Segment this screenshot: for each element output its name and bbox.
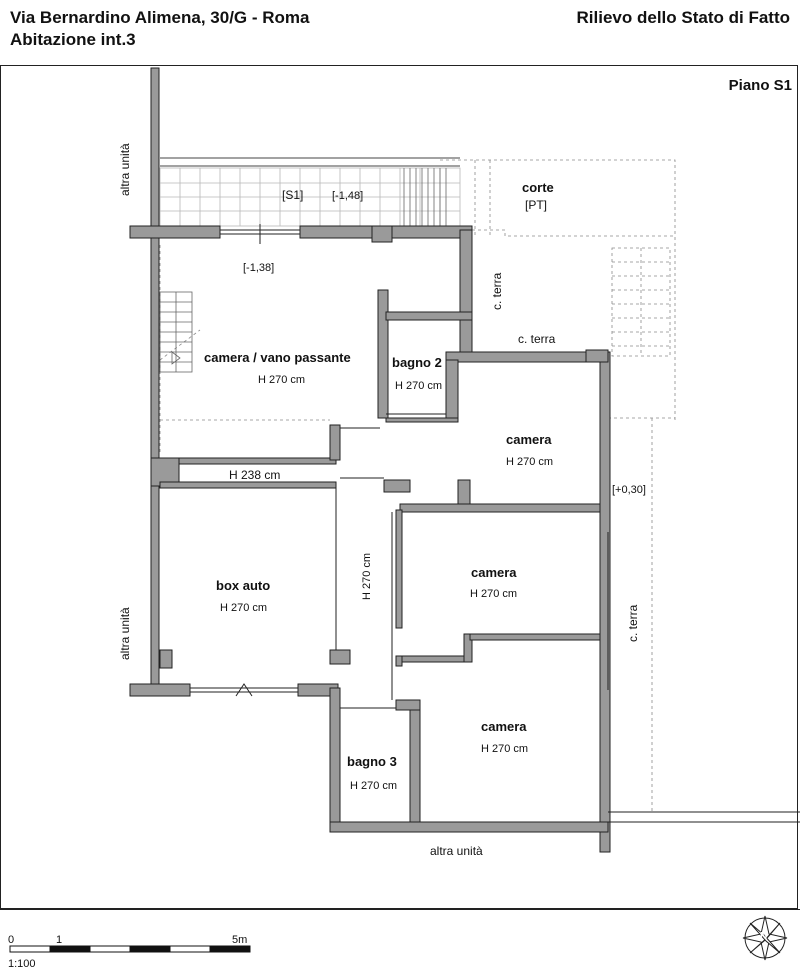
room-box-auto-height: H 270 cm (220, 602, 268, 614)
c-terra-label-3: c. terra (626, 604, 640, 642)
room-camera-b-height: H 270 cm (470, 588, 518, 600)
room-box-auto-name: box auto (216, 578, 271, 593)
stair-lower (160, 292, 192, 372)
scale-tick-1: 1 (56, 934, 63, 946)
room-camera-b-name: camera (471, 565, 517, 580)
room-camera-c-name: camera (481, 719, 527, 734)
camera-elevation: [-1,38] (243, 262, 275, 274)
address: Via Bernardino Alimena, 30/G - Roma (10, 8, 310, 27)
corte-level: [PT] (525, 198, 548, 212)
room-bagno3-height: H 270 cm (350, 780, 398, 792)
c-terra-label-1: c. terra (518, 332, 556, 346)
upper-edges (160, 158, 460, 166)
survey-title: Rilievo dello Stato di Fatto (576, 8, 790, 27)
corte-label: corte (522, 180, 554, 195)
neighbor-label-bottom: altra unità (430, 844, 483, 858)
corridor-height: H 270 cm (361, 552, 373, 600)
box-auto-beam-height: H 238 cm (229, 468, 281, 482)
c-terra-label-2: c. terra (490, 272, 504, 310)
room-bagno3-name: bagno 3 (347, 754, 397, 769)
neighbor-label-left: altra unità (118, 607, 132, 660)
scale-ratio: 1:100 (8, 958, 36, 970)
right-elevation: [+0,30] (612, 484, 646, 496)
s1-tag: [S1] (282, 188, 304, 202)
scale-bar-graphic (10, 946, 250, 952)
room-camera-vano-height: H 270 cm (258, 374, 306, 386)
room-bagno2-height: H 270 cm (395, 380, 443, 392)
neighbor-label-top: altra unità (118, 143, 132, 196)
scale-tick-0: 0 (8, 934, 15, 946)
compass-rose: N (760, 931, 768, 942)
room-bagno2-name: bagno 2 (392, 355, 442, 370)
courtyard-tiles (160, 168, 460, 226)
room-camera-a-height: H 270 cm (506, 456, 554, 468)
room-camera-a-name: camera (506, 432, 552, 447)
s1-elevation: [-1,48] (332, 190, 364, 202)
scale-tick-5m: 5m (232, 934, 248, 946)
unit-label: Abitazione int.3 (10, 30, 136, 49)
room-camera-vano-name: camera / vano passante (204, 350, 351, 365)
level-label: Piano S1 (728, 77, 792, 94)
room-camera-c-height: H 270 cm (481, 743, 529, 755)
